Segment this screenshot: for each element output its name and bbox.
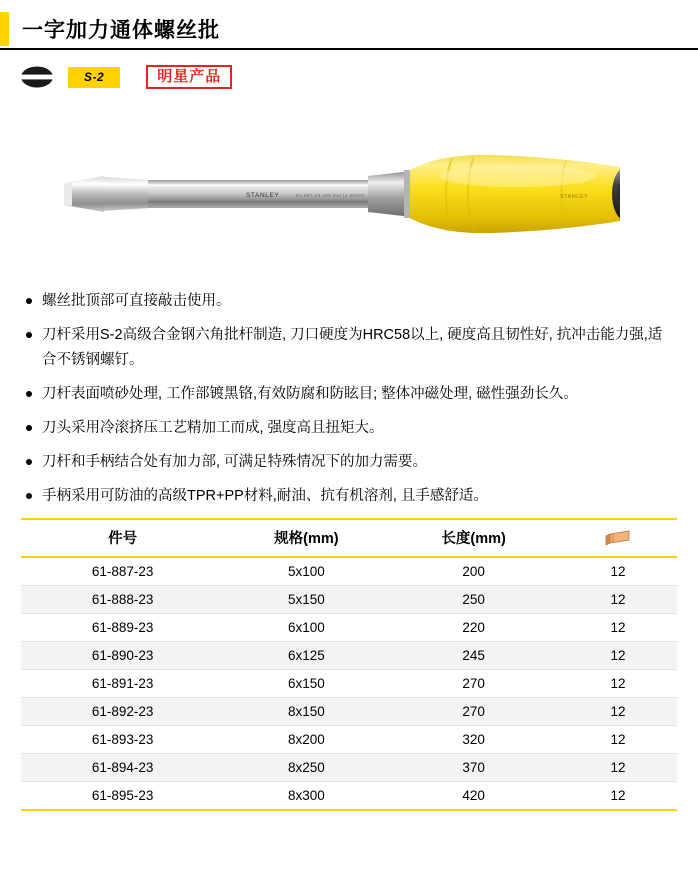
page-title: 一字加力通体螺丝批 (22, 19, 220, 42)
cell-length: 250 (388, 586, 559, 614)
cell-part-number: 61-893-23 (21, 726, 224, 754)
cell-box-quantity: 12 (559, 614, 677, 642)
list-item-text: 螺丝批顶部可直接敲击使用。 (42, 293, 231, 309)
cell-box-quantity: 12 (559, 754, 677, 782)
cell-size: 8x250 (224, 754, 388, 782)
product-image-area (0, 106, 698, 281)
table-row (21, 670, 677, 698)
list-item (24, 450, 676, 475)
flat-head-screwdriver-illustration (60, 146, 620, 246)
table-row (21, 557, 677, 586)
cell-length: 245 (388, 642, 559, 670)
table-row (21, 698, 677, 726)
cell-length: 370 (388, 754, 559, 782)
cell-box-quantity: 12 (559, 557, 677, 586)
table-row (21, 642, 677, 670)
star-product-badge: 明星产品 (146, 65, 232, 89)
flat-tip-icon (20, 66, 54, 88)
list-item (24, 323, 676, 373)
page-title-bar (0, 12, 698, 46)
cell-box-quantity: 12 (559, 586, 677, 614)
cell-box-quantity: 12 (559, 698, 677, 726)
cell-length: 270 (388, 698, 559, 726)
table-row (21, 782, 677, 811)
cell-part-number: 61-892-23 (21, 698, 224, 726)
bullet-dot-icon (26, 391, 32, 397)
column-header-box-quantity (559, 519, 677, 557)
list-item (24, 382, 676, 407)
material-badge: S-2 (68, 67, 120, 88)
bullet-dot-icon (26, 493, 32, 499)
list-item (24, 416, 676, 441)
cell-size: 6x150 (224, 670, 388, 698)
cell-size: 8x150 (224, 698, 388, 726)
cell-size: 8x200 (224, 726, 388, 754)
cell-size: 5x150 (224, 586, 388, 614)
cell-part-number: 61-894-23 (21, 754, 224, 782)
cell-part-number: 61-888-23 (21, 586, 224, 614)
list-item-text: 刀头采用冷滚挤压工艺精加工而成, 强度高且扭矩大。 (42, 420, 384, 436)
cell-part-number: 61-895-23 (21, 782, 224, 811)
cell-length: 420 (388, 782, 559, 811)
cell-part-number: 61-887-23 (21, 557, 224, 586)
cell-length: 220 (388, 614, 559, 642)
cell-part-number: 61-890-23 (21, 642, 224, 670)
cell-size: 5x100 (224, 557, 388, 586)
svg-text:STANLEY: STANLEY (246, 192, 280, 199)
svg-text:61-887-23 100 mm (4 INCH): 61-887-23 100 mm (4 INCH) (296, 193, 365, 198)
table-row (21, 586, 677, 614)
cell-part-number: 61-889-23 (21, 614, 224, 642)
column-header-size: 规格(mm) (224, 519, 388, 557)
bullet-dot-icon (26, 425, 32, 431)
list-item (24, 289, 676, 314)
bullet-dot-icon (26, 459, 32, 465)
table-row (21, 754, 677, 782)
cell-size: 6x100 (224, 614, 388, 642)
product-spec-page (0, 12, 698, 886)
cell-size: 8x300 (224, 782, 388, 811)
cell-length: 200 (388, 557, 559, 586)
badge-row (20, 66, 698, 88)
column-header-part-number: 件号 (21, 519, 224, 557)
bullet-dot-icon (26, 298, 32, 304)
cell-box-quantity: 12 (559, 726, 677, 754)
cell-size: 6x125 (224, 642, 388, 670)
list-item-text: 刀杆表面喷砂处理, 工作部镀黑铬,有效防腐和防眩目; 整体冲磁处理, 磁性强劲长久。 (42, 386, 578, 402)
table-row (21, 726, 677, 754)
svg-text:STANLEY: STANLEY (560, 194, 589, 200)
cell-length: 320 (388, 726, 559, 754)
list-item (24, 484, 676, 509)
cell-box-quantity: 12 (559, 670, 677, 698)
list-item-text: 手柄采用可防油的高级TPR+PP材料,耐油、抗有机溶剂, 且手感舒适。 (42, 488, 488, 504)
spec-table (21, 518, 677, 811)
table-row (21, 614, 677, 642)
cell-length: 270 (388, 670, 559, 698)
bullet-dot-icon (26, 332, 32, 338)
list-item-text: 刀杆和手柄结合处有加力部, 可满足特殊情况下的加力需要。 (42, 454, 428, 470)
cell-part-number: 61-891-23 (21, 670, 224, 698)
column-header-length: 长度(mm) (388, 519, 559, 557)
feature-list (24, 289, 676, 509)
box-icon (605, 530, 631, 546)
title-accent-bar (0, 12, 9, 46)
cell-box-quantity: 12 (559, 642, 677, 670)
list-item-text: 刀杆采用S-2高级合金钢六角批杆制造, 刀口硬度为HRC58以上, 硬度高且韧性好, 抗冲击能力强,适合不锈钢螺钉。 (42, 327, 663, 368)
title-divider (0, 48, 698, 50)
cell-box-quantity: 12 (559, 782, 677, 811)
table-header-row (21, 519, 677, 557)
